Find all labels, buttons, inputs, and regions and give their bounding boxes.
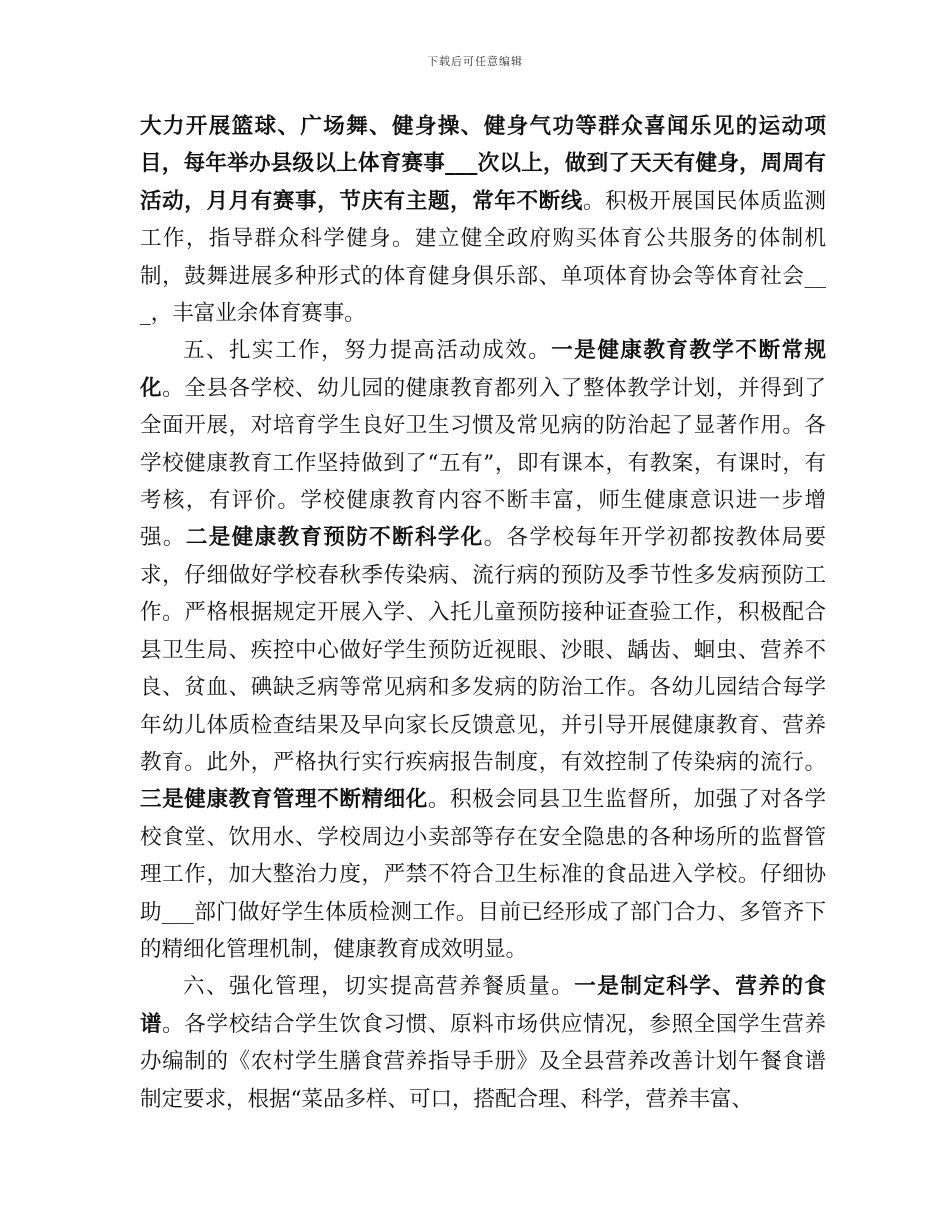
bold-run: 一是健康教育教学不断常规化	[140, 338, 826, 401]
bold-run: 一是制定科学、营养的食谱	[140, 974, 826, 1037]
text-run: 。全县各学校、幼儿园的健康教育都列入了整体教学计划，并得到了全面开展，对培育学生良好卫生习惯及常见病的防治起了显著作用。各学校健康教育工作坚持做到了“五有”，即有课本，有教案，有课时，有考核，有评价。学校健康教育内容不断丰富，师生健康意识进一步增强。	[140, 375, 826, 551]
text-run: 。积极会同县卫生监督所，加强了对各学校食堂、饮用水、学校周边小卖部等存在安全隐患的各种场所的监督管理工作，加大整治力度，严禁不符合卫生标准的食品进入学校。仔细协助___部门做好学生体质检测工作。目前已经形成了部门合力、多管齐下的精细化管理机制，健康教育成效明显。	[140, 787, 826, 962]
text-run: 。各学校每年开学初都按教体局要求，仔细做好学校春秋季传染病、流行病的预防及季节性多发病预防工作。严格根据规定开展入学、入托儿童预防接种证查验工作，积极配合县卫生局、疾控中心做好学生预防近视眼、沙眼、龋齿、蛔虫、营养不良、贫血、碘缺乏病等常见病和多发病的防治工作。各幼儿园结合每学年幼儿体质检查结果及早向家长反馈意见，并引导开展健康教育、营养教育。此外，严格执行实行疾病报告制度，有效控制了传染病的流行。	[140, 525, 826, 775]
bold-run: 大力开展篮球、广场舞、健身操、健身气功等群众喜闻乐见的运动项目，每年举办县级以上体育赛事___次以上，做到了天天有健身，周周有活动，月月有赛事，节庆有主题，常年不断线	[140, 114, 826, 214]
bold-run: 二是健康教育预防不断科学化	[185, 525, 484, 551]
text-run: 。积极开展国民体质监测工作，指导群众科学健身。建立健全政府购买体育公共服务的体制机制，鼓舞进展多种形式的体育健身俱乐部、单项体育协会等体育社会___，丰富业余体育赛事。	[140, 188, 826, 327]
paragraph-2	[140, 332, 826, 968]
page-header: 下载后可任意编辑	[427, 55, 523, 68]
section-heading: 六、强化管理，切实提高营养餐质量。	[183, 974, 575, 1000]
text-run: 。各学校结合学生饮食习惯、原料市场供应情况，参照全国学生营养办编制的《农村学生膳食营养指导手册》及全县营养改善计划午餐食谱制定要求，根据“菜品多样、可口，搭配合理、科学，营养丰富、	[140, 1011, 826, 1112]
paragraph-1	[140, 108, 826, 332]
paragraph-3	[140, 968, 826, 1118]
document-body	[140, 108, 826, 1118]
bold-run: 三是健康教育管理不断精细化	[140, 787, 428, 813]
section-heading: 五、扎实工作，努力提高活动成效。	[183, 338, 552, 364]
